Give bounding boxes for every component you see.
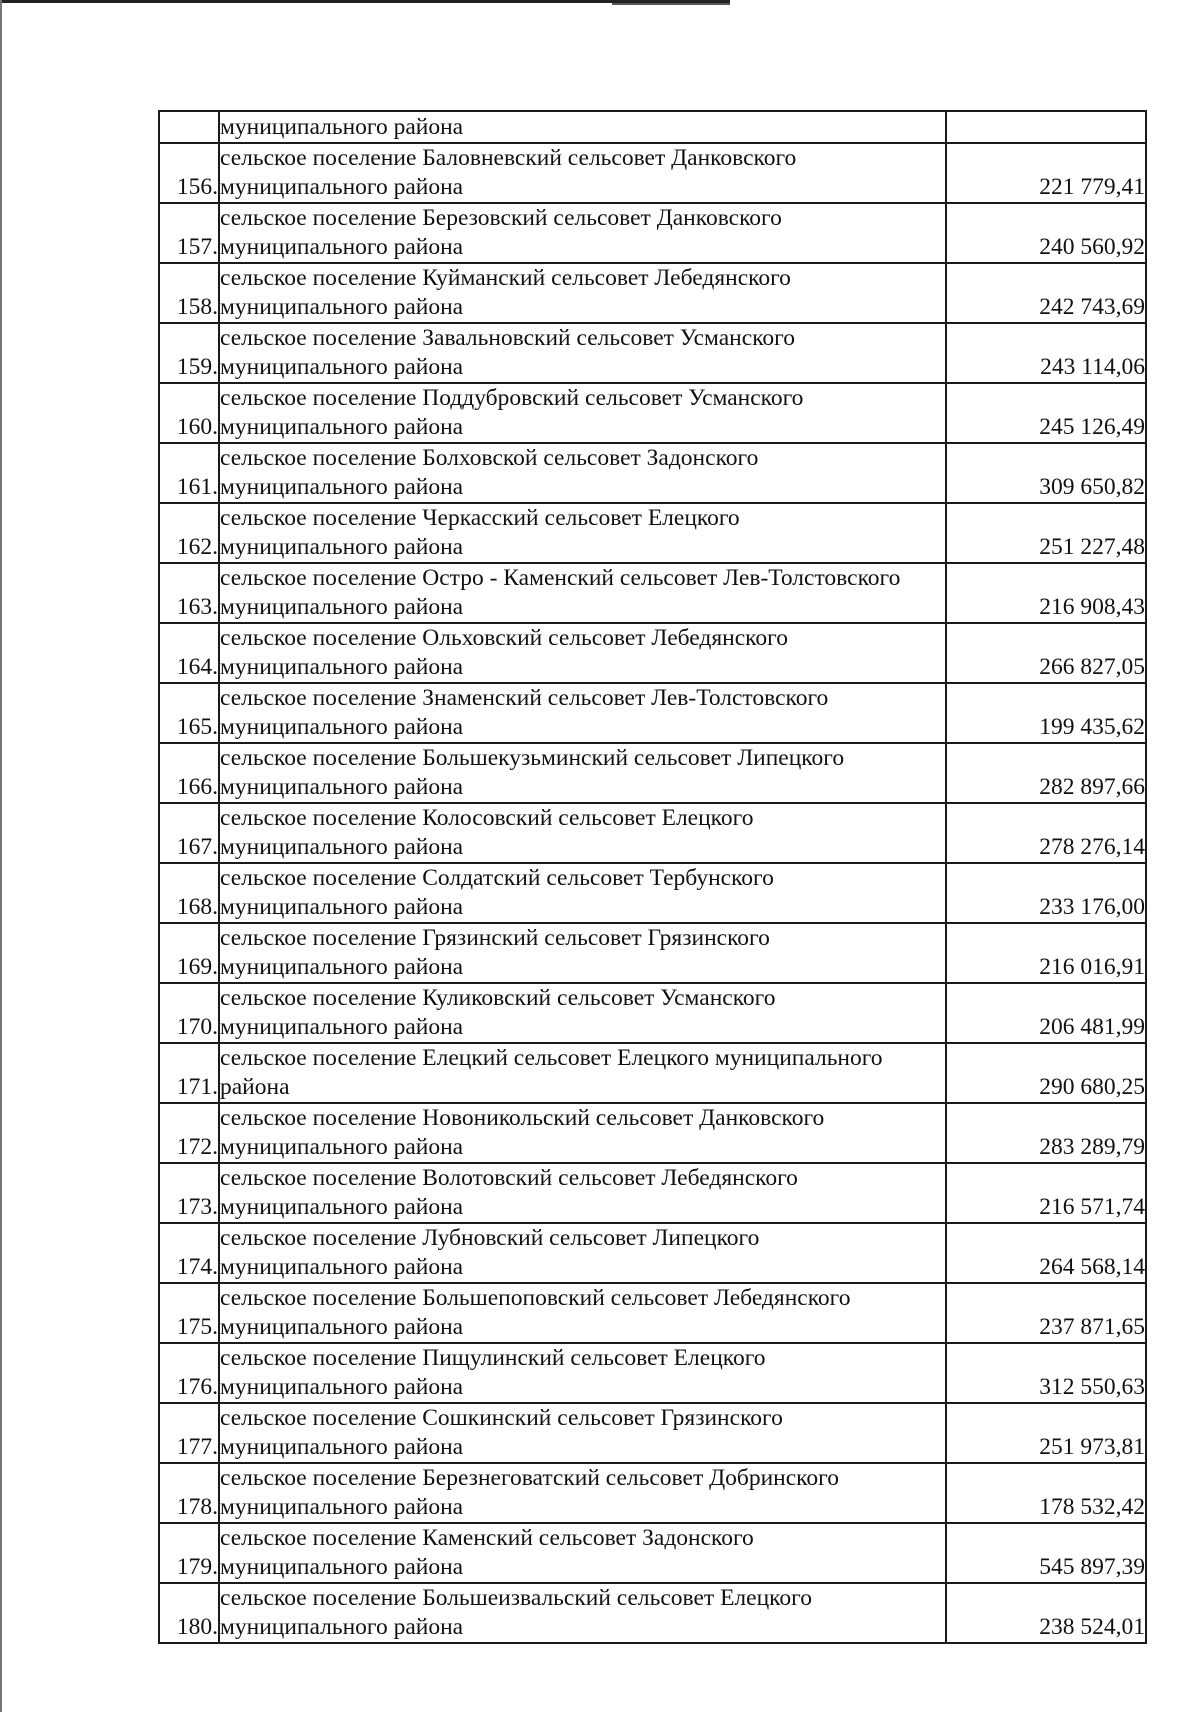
table-row bbox=[159, 743, 1146, 803]
settlement-name-line: сельское поселение Баловневский сельсовет Данковского bbox=[220, 145, 797, 171]
scan-edge-left bbox=[0, 0, 2, 1712]
row-number-cell: 157. bbox=[159, 203, 219, 263]
row-number-cell: 170. bbox=[159, 983, 219, 1043]
amount-cell: 178 532,42 bbox=[946, 1463, 1146, 1523]
row-number-cell: 161. bbox=[159, 443, 219, 503]
row-number-cell: 160. bbox=[159, 383, 219, 443]
settlement-name-line: муниципального района bbox=[220, 474, 464, 500]
table-row bbox=[159, 383, 1146, 443]
row-number-cell: 158. bbox=[159, 263, 219, 323]
settlement-name-line: муниципального района bbox=[220, 654, 464, 680]
settlement-name-cell bbox=[219, 1343, 946, 1403]
settlement-name-cell bbox=[219, 263, 946, 323]
settlement-name-cell bbox=[219, 983, 946, 1043]
settlement-name-line: муниципального района bbox=[220, 1494, 464, 1520]
settlement-name-line: сельское поселение Черкасский сельсовет Елецкого bbox=[220, 505, 740, 531]
amount-cell: 309 650,82 bbox=[946, 443, 1146, 503]
row-number-cell: 164. bbox=[159, 623, 219, 683]
row-number-cell: 165. bbox=[159, 683, 219, 743]
amount-cell: 216 016,91 bbox=[946, 923, 1146, 983]
settlement-name-line: муниципального района bbox=[220, 234, 464, 260]
row-number-cell: 168. bbox=[159, 863, 219, 923]
settlement-name-line: сельское поселение Сошкинский сельсовет Грязинского bbox=[220, 1405, 783, 1431]
settlement-name-cell bbox=[219, 563, 946, 623]
row-number-cell: 176. bbox=[159, 1343, 219, 1403]
settlement-name-line: сельское поселение Ольховский сельсовет Лебедянского bbox=[220, 625, 788, 651]
settlement-name-line: муниципального района bbox=[220, 1374, 464, 1400]
table-row bbox=[159, 143, 1146, 203]
amount-cell: 245 126,49 bbox=[946, 383, 1146, 443]
settlement-name-line: сельское поселение Большекузьминский сельсовет Липецкого bbox=[220, 745, 845, 771]
settlement-name-cell bbox=[219, 863, 946, 923]
table-row bbox=[159, 503, 1146, 563]
table-row bbox=[159, 1343, 1146, 1403]
settlement-name-line: сельское поселение Куйманский сельсовет Лебедянского bbox=[220, 265, 791, 291]
row-number-cell: 179. bbox=[159, 1523, 219, 1583]
settlement-name-line: муниципального района bbox=[220, 1314, 464, 1340]
amount-cell: 237 871,65 bbox=[946, 1283, 1146, 1343]
settlement-name-cell bbox=[219, 503, 946, 563]
table-row bbox=[159, 1223, 1146, 1283]
settlement-name-line: муниципального района bbox=[220, 714, 464, 740]
settlement-name-cell bbox=[219, 203, 946, 263]
settlement-name-line: муниципального района bbox=[220, 1194, 464, 1220]
settlement-name-line: сельское поселение Солдатский сельсовет Тербунского bbox=[220, 865, 774, 891]
row-number-cell: 180. bbox=[159, 1583, 219, 1643]
table-row bbox=[159, 203, 1146, 263]
table-row bbox=[159, 323, 1146, 383]
row-number-cell: 173. bbox=[159, 1163, 219, 1223]
settlement-name-line: сельское поселение Пищулинский сельсовет Елецкого bbox=[220, 1345, 766, 1371]
table-row bbox=[159, 1583, 1146, 1643]
amount-cell bbox=[946, 111, 1146, 143]
amount-cell: 216 908,43 bbox=[946, 563, 1146, 623]
settlement-name-line: сельское поселение Лубновский сельсовет Липецкого bbox=[220, 1225, 760, 1251]
settlement-name-cell bbox=[219, 323, 946, 383]
row-number-cell: 175. bbox=[159, 1283, 219, 1343]
settlement-name-line: сельское поселение Куликовский сельсовет Усманского bbox=[220, 985, 776, 1011]
settlement-name-cell bbox=[219, 1103, 946, 1163]
amount-cell: 238 524,01 bbox=[946, 1583, 1146, 1643]
row-number-cell: 171. bbox=[159, 1043, 219, 1103]
row-number-cell: 178. bbox=[159, 1463, 219, 1523]
settlement-name-line: района bbox=[220, 1074, 290, 1100]
table-row bbox=[159, 443, 1146, 503]
settlement-name-line: сельское поселение Завальновский сельсовет Усманского bbox=[220, 325, 795, 351]
table-row bbox=[159, 1043, 1146, 1103]
table-row bbox=[159, 1463, 1146, 1523]
table-row bbox=[159, 1283, 1146, 1343]
settlement-name-line: муниципального района bbox=[220, 354, 464, 380]
settlement-name-line: муниципального района bbox=[220, 774, 464, 800]
settlement-name-cell bbox=[219, 1163, 946, 1223]
settlement-name-line: сельское поселение Каменский сельсовет Задонского bbox=[220, 1525, 754, 1551]
table-row-continuation bbox=[159, 111, 1146, 143]
amount-cell: 251 227,48 bbox=[946, 503, 1146, 563]
amount-cell: 312 550,63 bbox=[946, 1343, 1146, 1403]
settlement-name-line: сельское поселение Березовский сельсовет Данковского bbox=[220, 205, 782, 231]
settlement-name-cell bbox=[219, 1403, 946, 1463]
amount-cell: 545 897,39 bbox=[946, 1523, 1146, 1583]
row-number-cell bbox=[159, 111, 219, 143]
settlement-name-cell bbox=[219, 623, 946, 683]
settlement-name-cell bbox=[219, 383, 946, 443]
settlement-name-cell bbox=[219, 1043, 946, 1103]
amount-cell: 243 114,06 bbox=[946, 323, 1146, 383]
table-row bbox=[159, 1103, 1146, 1163]
settlement-name-line: муниципального района bbox=[220, 174, 464, 200]
settlement-name-line: муниципального района bbox=[220, 1614, 464, 1640]
row-number-cell: 169. bbox=[159, 923, 219, 983]
settlement-name-line: муниципального района bbox=[220, 1554, 464, 1580]
settlement-name-line: муниципального района bbox=[220, 954, 464, 980]
settlement-name-cell bbox=[219, 1463, 946, 1523]
amount-cell: 206 481,99 bbox=[946, 983, 1146, 1043]
settlement-name-line: муниципального района bbox=[220, 534, 464, 560]
settlement-name-line: сельское поселение Елецкий сельсовет Елецкого муниципального bbox=[220, 1045, 883, 1071]
amount-cell: 278 276,14 bbox=[946, 803, 1146, 863]
table-row bbox=[159, 983, 1146, 1043]
settlement-name-line: муниципального района bbox=[220, 834, 464, 860]
amount-cell: 199 435,62 bbox=[946, 683, 1146, 743]
settlement-name-line: сельское поселение Грязинский сельсовет Грязинского bbox=[220, 925, 770, 951]
table-row bbox=[159, 863, 1146, 923]
settlement-name-line: муниципального района bbox=[220, 1254, 464, 1280]
settlement-name-line: муниципального района bbox=[220, 414, 464, 440]
settlement-name-line: сельское поселение Знаменский сельсовет Лев-Толстовского bbox=[220, 685, 829, 711]
amount-cell: 251 973,81 bbox=[946, 1403, 1146, 1463]
settlement-name-line: муниципального района bbox=[220, 114, 464, 140]
table-row bbox=[159, 1163, 1146, 1223]
row-number-cell: 159. bbox=[159, 323, 219, 383]
settlement-name-line: муниципального района bbox=[220, 1134, 464, 1160]
table-row bbox=[159, 563, 1146, 623]
table-row bbox=[159, 803, 1146, 863]
amount-cell: 264 568,14 bbox=[946, 1223, 1146, 1283]
amount-cell: 233 176,00 bbox=[946, 863, 1146, 923]
settlement-name-cell bbox=[219, 923, 946, 983]
row-number-cell: 172. bbox=[159, 1103, 219, 1163]
table-row bbox=[159, 1523, 1146, 1583]
settlement-name-line: сельское поселение Остро - Каменский сельсовет Лев-Толстовского bbox=[220, 565, 901, 591]
settlement-name-cell bbox=[219, 443, 946, 503]
settlement-name-line: муниципального района bbox=[220, 1014, 464, 1040]
settlement-name-cell bbox=[219, 111, 946, 143]
row-number-cell: 156. bbox=[159, 143, 219, 203]
amount-cell: 290 680,25 bbox=[946, 1043, 1146, 1103]
table-body bbox=[159, 111, 1146, 1643]
row-number-cell: 177. bbox=[159, 1403, 219, 1463]
settlement-name-cell bbox=[219, 143, 946, 203]
settlement-name-cell bbox=[219, 1223, 946, 1283]
settlement-name-line: сельское поселение Большепоповский сельсовет Лебедянского bbox=[220, 1285, 851, 1311]
row-number-cell: 174. bbox=[159, 1223, 219, 1283]
amount-cell: 240 560,92 bbox=[946, 203, 1146, 263]
amount-cell: 216 571,74 bbox=[946, 1163, 1146, 1223]
settlement-name-line: сельское поселение Поддубровский сельсовет Усманского bbox=[220, 385, 804, 411]
amount-cell: 282 897,66 bbox=[946, 743, 1146, 803]
row-number-cell: 163. bbox=[159, 563, 219, 623]
amount-cell: 221 779,41 bbox=[946, 143, 1146, 203]
table-row bbox=[159, 923, 1146, 983]
settlement-name-line: сельское поселение Волотовский сельсовет Лебедянского bbox=[220, 1165, 798, 1191]
settlement-name-line: сельское поселение Березнеговатский сельсовет Добринского bbox=[220, 1465, 839, 1491]
row-number-cell: 166. bbox=[159, 743, 219, 803]
settlement-name-line: сельское поселение Болховской сельсовет Задонского bbox=[220, 445, 759, 471]
settlement-name-line: сельское поселение Новоникольский сельсовет Данковского bbox=[220, 1105, 825, 1131]
settlement-name-cell bbox=[219, 1523, 946, 1583]
table-row bbox=[159, 263, 1146, 323]
settlement-name-cell bbox=[219, 803, 946, 863]
settlement-name-line: муниципального района bbox=[220, 294, 464, 320]
settlement-name-cell bbox=[219, 683, 946, 743]
settlement-name-cell bbox=[219, 743, 946, 803]
settlement-name-line: муниципального района bbox=[220, 1434, 464, 1460]
settlement-name-line: муниципального района bbox=[220, 894, 464, 920]
table-row bbox=[159, 683, 1146, 743]
amount-cell: 266 827,05 bbox=[946, 623, 1146, 683]
row-number-cell: 167. bbox=[159, 803, 219, 863]
scan-edge-mark bbox=[612, 3, 730, 5]
amount-cell: 242 743,69 bbox=[946, 263, 1146, 323]
municipality-amount-table bbox=[158, 110, 1147, 1644]
settlement-name-line: сельское поселение Колосовский сельсовет Елецкого bbox=[220, 805, 754, 831]
settlement-name-cell bbox=[219, 1283, 946, 1343]
table-row bbox=[159, 1403, 1146, 1463]
amount-cell: 283 289,79 bbox=[946, 1103, 1146, 1163]
row-number-cell: 162. bbox=[159, 503, 219, 563]
settlement-name-line: муниципального района bbox=[220, 594, 464, 620]
settlement-name-cell bbox=[219, 1583, 946, 1643]
table-row bbox=[159, 623, 1146, 683]
settlement-name-line: сельское поселение Большеизвальский сельсовет Елецкого bbox=[220, 1585, 812, 1611]
